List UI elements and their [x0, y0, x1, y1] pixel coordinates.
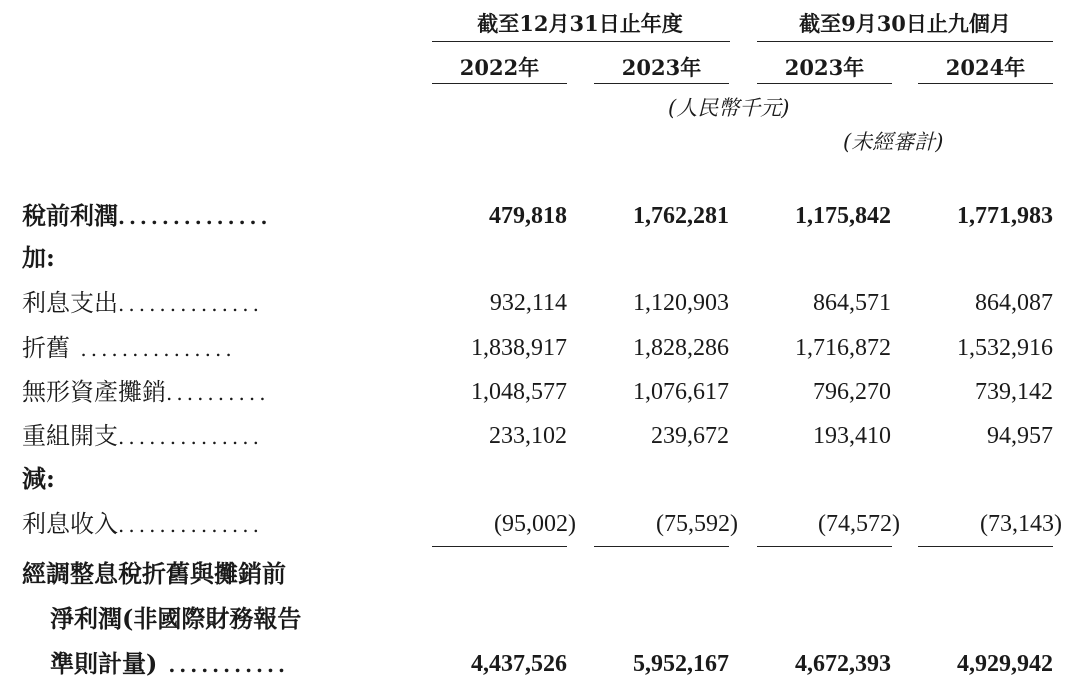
row-label: 加:	[22, 243, 55, 272]
table-row-amortization	[0, 372, 1080, 412]
header-group-year-end: 截至12月31日止年度	[477, 11, 683, 36]
subtotal-rule-2023	[594, 546, 729, 547]
table-row-add-heading	[0, 238, 1080, 278]
row-label: 無形資產攤銷..........	[22, 378, 270, 406]
cell-2023: 1,828,286	[633, 335, 729, 361]
row-label: 稅前利潤..............	[22, 201, 272, 230]
cell-2023-9m: 4,672,393	[795, 651, 891, 677]
row-label: 經調整息稅折舊與攤銷前	[22, 559, 286, 588]
cell-2023: 1,076,617	[633, 379, 729, 405]
subtotal-rule-2023-9m	[757, 546, 892, 547]
table-row-depreciation	[0, 328, 1080, 368]
cell-2023: 1,120,903	[633, 290, 729, 316]
cell-2022: 1,048,577	[471, 379, 567, 405]
year-header-2023: 2023年	[621, 55, 702, 80]
cell-2024-9m: 1,771,983	[957, 203, 1053, 229]
cell-2023-9m: 864,571	[813, 290, 891, 316]
year-rule-2023	[594, 83, 729, 84]
cell-2023-9m: (74,572)	[818, 511, 900, 537]
cell-2024-9m: 864,087	[975, 290, 1053, 316]
cell-2023: (75,592)	[656, 511, 738, 537]
cell-2024-9m: 1,532,916	[957, 335, 1053, 361]
header-group-nine-months: 截至9月30日止九個月	[799, 11, 1011, 36]
header-rule-group1	[432, 41, 730, 42]
cell-2024-9m: 94,957	[987, 423, 1053, 449]
row-label: 重組開支..............	[22, 422, 264, 450]
cell-2022: 479,818	[489, 203, 567, 229]
year-header-2022: 2022年	[459, 55, 540, 80]
subtotal-rule-2024-9m	[918, 546, 1053, 547]
year-rule-2024-9m	[918, 83, 1053, 84]
table-row-restructuring	[0, 416, 1080, 456]
cell-2022: 1,838,917	[471, 335, 567, 361]
cell-2024-9m: 4,929,942	[957, 651, 1053, 677]
row-label: 利息支出..............	[22, 289, 264, 317]
cell-2023-9m: 1,175,842	[795, 203, 891, 229]
year-header-2024-9m: 2024年	[945, 55, 1026, 80]
cell-2023-9m: 796,270	[813, 379, 891, 405]
row-label: 利息收入..............	[22, 510, 264, 538]
header-rule-group2	[757, 41, 1053, 42]
table-row-adjusted-ebitda-line2	[0, 599, 1080, 639]
year-header-2023-9m: 2023年	[784, 55, 865, 80]
row-label: 淨利潤(非國際財務報告	[50, 604, 302, 633]
cell-2022: 4,437,526	[471, 651, 567, 677]
table-row-interest-income	[0, 504, 1080, 544]
cell-2023-9m: 1,716,872	[795, 335, 891, 361]
cell-2023: 239,672	[651, 423, 729, 449]
cell-2024-9m: (73,143)	[980, 511, 1062, 537]
cell-2023: 5,952,167	[633, 651, 729, 677]
row-label: 準則計量) ...........	[50, 649, 289, 678]
table-row-interest-expense	[0, 283, 1080, 323]
cell-2023: 1,762,281	[633, 203, 729, 229]
cell-2022: (95,002)	[494, 511, 576, 537]
table-row-adjusted-ebitda	[0, 644, 1080, 684]
cell-2022: 233,102	[489, 423, 567, 449]
cell-2022: 932,114	[489, 290, 567, 316]
row-label: 減:	[22, 464, 55, 493]
unit-label: (人民幣千元)	[668, 96, 790, 120]
year-rule-2022	[432, 83, 567, 84]
cell-2024-9m: 739,142	[975, 379, 1053, 405]
table-row-adjusted-ebitda-line1	[0, 554, 1080, 594]
row-label: 折舊 ...............	[22, 334, 236, 362]
year-rule-2023-9m	[757, 83, 892, 84]
table-row-profit-before-tax	[0, 196, 1080, 236]
table-row-less-heading	[0, 459, 1080, 499]
unaudited-label: (未經審計)	[843, 130, 944, 154]
subtotal-rule-2022	[432, 546, 567, 547]
cell-2023-9m: 193,410	[813, 423, 891, 449]
